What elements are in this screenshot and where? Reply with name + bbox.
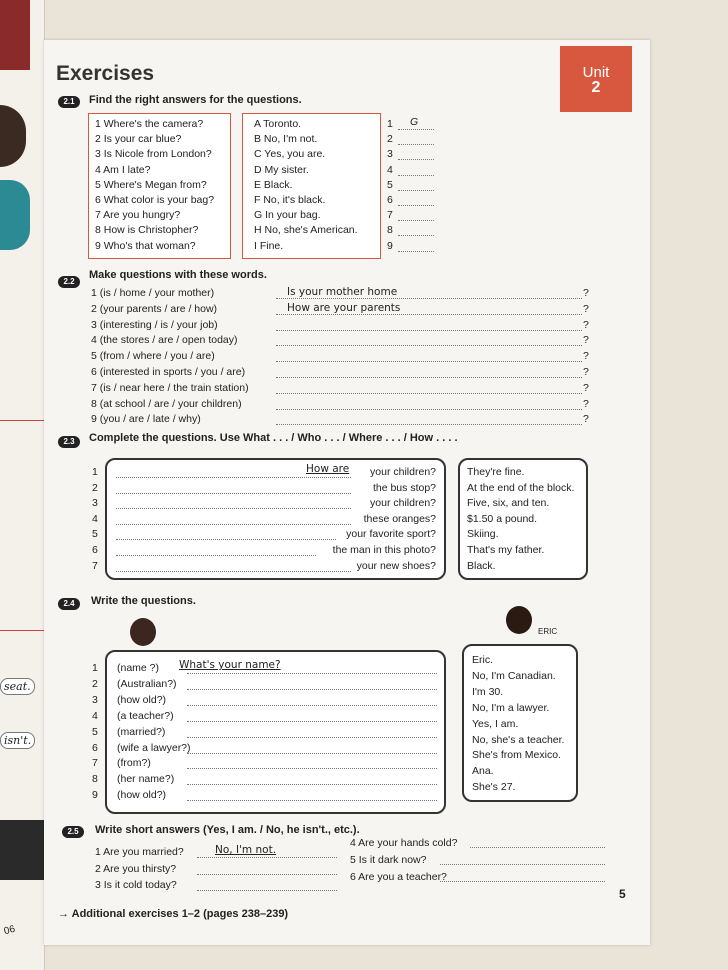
question-mark: ?: [583, 287, 589, 299]
answer-option: E Black.: [254, 178, 293, 191]
response-text: Eric.: [472, 654, 493, 666]
exercise-number: 2.4: [58, 598, 80, 610]
example-answer: How are: [306, 463, 350, 475]
answer-option: H No, she's American.: [254, 224, 358, 237]
answer-field[interactable]: [440, 881, 605, 882]
answer-field[interactable]: [440, 864, 605, 865]
exercise-instruction: Write short answers (Yes, I am. / No, he isn't., etc.).: [95, 824, 360, 836]
exercise-instruction: Find the right answers for the questions.: [89, 94, 302, 106]
question-item: 7 Are you hungry?: [95, 209, 181, 222]
question-item: 4 Am I late?: [95, 163, 151, 176]
answer-field[interactable]: [197, 890, 337, 891]
left-page-illustration-shirt: [0, 180, 30, 250]
prompt-item: (Australian?): [117, 677, 177, 690]
answer-text: How are your parents: [287, 301, 401, 314]
item-number: 2: [92, 677, 98, 690]
question-item: 3 Is Nicole from London?: [95, 148, 212, 161]
response-text: She's from Mexico.: [472, 749, 561, 762]
answer-field[interactable]: [276, 393, 582, 394]
answer-field[interactable]: [187, 673, 437, 674]
question-item: 3 Is it cold today?: [95, 879, 177, 891]
left-page-illustration-head: [0, 105, 26, 167]
item-number: 5: [92, 725, 98, 738]
answer-blank[interactable]: [398, 144, 434, 145]
prompt-item: (how old?): [117, 789, 167, 802]
page-title: Exercises: [56, 62, 155, 85]
left-page-word: seat.: [0, 678, 35, 695]
answer-option: F No, it's black.: [254, 194, 326, 206]
question-item: 5 Where's Megan from?: [95, 178, 207, 191]
exercise-number: 2.1: [58, 96, 80, 108]
question-item: 9 Who's that woman?: [95, 239, 196, 252]
question-ending: your new shoes?: [356, 559, 436, 572]
question-mark: ?: [583, 302, 589, 315]
key-number: 9: [387, 239, 393, 252]
left-page-divider: [0, 630, 44, 631]
answer-field[interactable]: [116, 539, 336, 540]
prompt-item: 3 (interesting / is / your job): [91, 318, 218, 331]
question-item: 8 How is Christopher?: [95, 224, 199, 237]
answer-field[interactable]: [187, 721, 437, 722]
question-mark: ?: [583, 318, 589, 331]
prompt-item: (how old?): [117, 693, 167, 706]
response-text: No, I'm a lawyer.: [472, 701, 550, 714]
answer-field[interactable]: [187, 689, 437, 690]
left-page-edge: [0, 0, 45, 970]
answer-field[interactable]: [276, 345, 582, 346]
item-number: 8: [92, 773, 98, 786]
question-ending: your children?: [370, 497, 436, 510]
answer-field[interactable]: [276, 298, 582, 299]
question-item: 1 Are you married?: [95, 846, 184, 858]
key-number: 5: [387, 178, 393, 191]
answer-blank[interactable]: [398, 190, 434, 191]
prompt-item: 8 (at school / are / your children): [91, 397, 242, 410]
question-item: 2 Are you thirsty?: [95, 862, 177, 875]
item-number: 4: [92, 709, 98, 722]
page-number: 5: [619, 887, 626, 901]
answer-field[interactable]: [197, 874, 337, 875]
response-text: Skiing.: [467, 528, 499, 541]
answer-field[interactable]: [116, 524, 351, 525]
prompt-item: (a teacher?): [117, 709, 174, 722]
key-number: 1: [387, 118, 393, 130]
item-number: 3: [92, 693, 98, 706]
exercise-instruction: Write the questions.: [91, 595, 196, 607]
answer-blank[interactable]: [398, 175, 434, 176]
response-text: Black.: [467, 559, 496, 572]
answer-field[interactable]: [197, 857, 337, 858]
item-number: 6: [92, 544, 98, 556]
item-number: 3: [92, 497, 98, 510]
answer-blank[interactable]: [398, 159, 434, 160]
question-item: 2 Is your car blue?: [95, 133, 182, 146]
answer-blank[interactable]: [398, 235, 434, 236]
answer-field[interactable]: [276, 314, 582, 315]
answer-field[interactable]: [276, 377, 582, 378]
left-page-divider: [0, 420, 44, 421]
left-page-number: 06: [2, 923, 17, 938]
question-mark: ?: [583, 381, 589, 394]
key-number: 3: [387, 148, 393, 161]
question-ending: your children?: [370, 466, 436, 478]
answer-option: D My sister.: [254, 163, 309, 176]
answer-text: Is your mother home: [287, 286, 398, 298]
response-text: At the end of the block.: [467, 481, 575, 494]
answer-option: C Yes, you are.: [254, 148, 326, 161]
question-ending: the man in this photo?: [332, 544, 436, 556]
prompt-item: (her name?): [117, 773, 175, 786]
answer-field[interactable]: [276, 361, 582, 362]
prompt-item: (from?): [117, 757, 151, 770]
answer-field[interactable]: [116, 555, 316, 556]
response-text: That's my father.: [467, 544, 545, 556]
woman-avatar: [130, 618, 156, 646]
key-number: 6: [387, 194, 393, 206]
exercise-number: 2.2: [58, 276, 80, 288]
prompt-item: 5 (from / where / you / are): [91, 350, 215, 363]
prompt-item: 6 (interested in sports / you / are): [91, 366, 246, 378]
answer-blank[interactable]: [398, 129, 434, 130]
answer-option: A Toronto.: [254, 118, 302, 130]
item-number: 2: [92, 481, 98, 494]
question-mark: ?: [583, 366, 589, 378]
additional-exercises-link[interactable]: → Additional exercises 1–2 (pages 238–239): [58, 908, 289, 920]
answer-field[interactable]: [187, 800, 437, 801]
answer-blank[interactable]: [398, 205, 434, 206]
response-text: No, I'm Canadian.: [472, 669, 556, 682]
answer-field[interactable]: [116, 493, 351, 494]
answer-option: B No, I'm not.: [254, 133, 318, 146]
prompt-item: (married?): [117, 725, 166, 738]
question-item: 5 Is it dark now?: [350, 853, 427, 866]
prompt-item: 7 (is / near here / the train station): [91, 381, 249, 394]
response-text: Yes, I am.: [472, 717, 519, 730]
item-number: 4: [92, 512, 98, 525]
item-number: 7: [92, 559, 98, 572]
response-text: They're fine.: [467, 466, 525, 478]
answer-field[interactable]: [116, 508, 351, 509]
key-example: G: [410, 116, 419, 128]
item-number: 9: [92, 789, 98, 802]
answer-field[interactable]: [187, 768, 437, 769]
answer-field[interactable]: [187, 705, 437, 706]
question-mark: ?: [583, 350, 589, 363]
question-item: 6 What color is your bag?: [95, 194, 215, 206]
exercise-instruction: Complete the questions. Use What . . . / Who . . . / Where . . . / How . . . .: [89, 432, 458, 444]
item-number: 1: [92, 466, 98, 478]
response-text: Five, six, and ten.: [467, 497, 550, 510]
prompt-item: (wife a lawyer?): [117, 741, 191, 754]
item-number: 5: [92, 528, 98, 541]
prompt-item: 9 (you / are / late / why): [91, 413, 201, 426]
response-text: She's 27.: [472, 781, 516, 794]
response-text: I'm 30.: [472, 685, 504, 698]
answer-field[interactable]: [116, 477, 351, 478]
exercise-number: 2.3: [58, 436, 80, 448]
prompt-item: 1 (is / home / your mother): [91, 287, 215, 299]
key-number: 7: [387, 209, 393, 222]
left-page-illustration-table: [0, 820, 44, 880]
prompt-item: 4 (the stores / are / open today): [91, 334, 238, 347]
example-answer: No, I'm not.: [215, 844, 277, 856]
answer-option: G In your bag.: [254, 209, 321, 222]
unit-number: 2: [591, 79, 601, 96]
unit-tab: [560, 46, 632, 112]
question-mark: ?: [583, 413, 589, 426]
answer-blank[interactable]: [398, 251, 434, 252]
left-page-red-block: [0, 0, 30, 70]
exercise-number: 2.5: [62, 826, 84, 838]
answer-field[interactable]: [187, 784, 437, 785]
answer-field[interactable]: [470, 847, 605, 848]
item-number: 6: [92, 741, 98, 754]
answer-field[interactable]: [116, 571, 351, 572]
question-item: 1 Where's the camera?: [95, 118, 204, 130]
question-ending: the bus stop?: [372, 481, 436, 494]
key-number: 2: [387, 133, 393, 146]
key-number: 8: [387, 224, 393, 237]
response-text: No, she's a teacher.: [472, 733, 565, 746]
question-item: 4 Are your hands cold?: [350, 837, 458, 849]
question-ending: these oranges?: [363, 512, 436, 525]
eric-avatar: [506, 606, 532, 634]
example-answer: What's your name?: [179, 659, 281, 671]
question-mark: ?: [583, 334, 589, 347]
item-number: 1: [92, 662, 98, 674]
answer-blank[interactable]: [398, 220, 434, 221]
question-ending: your favorite sport?: [346, 528, 436, 541]
response-text: Ana.: [472, 765, 494, 778]
answer-field[interactable]: [187, 753, 437, 754]
prompt-item: 2 (your parents / are / how): [91, 302, 218, 315]
character-name: ERIC: [538, 627, 558, 636]
unit-label: Unit: [582, 64, 610, 81]
answer-field[interactable]: [187, 737, 437, 738]
item-number: 7: [92, 757, 98, 770]
key-number: 4: [387, 163, 393, 176]
answer-option: I Fine.: [254, 239, 284, 252]
prompt-item: (name ?): [117, 662, 160, 674]
exercise-instruction: Make questions with these words.: [89, 269, 267, 281]
left-page-word: isn't.: [0, 732, 35, 749]
answer-field[interactable]: [276, 330, 582, 331]
answer-field[interactable]: [276, 409, 582, 410]
response-text: $1.50 a pound.: [467, 512, 538, 525]
answer-field[interactable]: [276, 424, 582, 425]
question-item: 6 Are you a teacher?: [350, 870, 447, 883]
question-mark: ?: [583, 397, 589, 410]
